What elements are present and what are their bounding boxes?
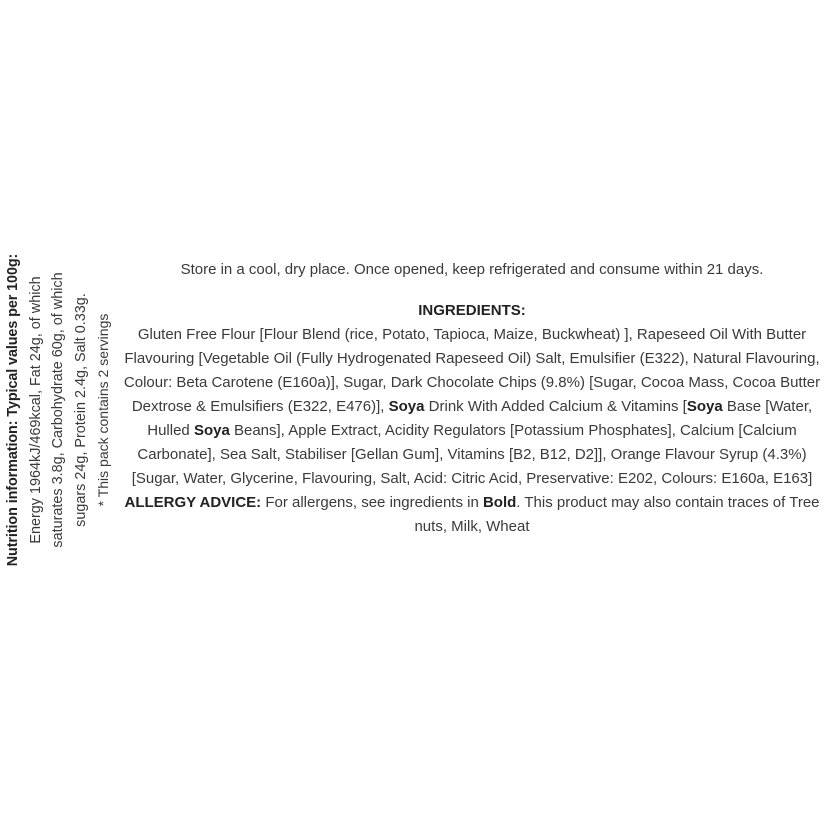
allergy-advice-label: ALLERGY ADVICE: [124,494,262,511]
nutrition-line-1: Energy 1964kJ/469kcal, Fat 24g, of which [27,276,44,544]
ingredients-title: INGREDIENTS: [418,302,526,319]
ingredients-part-4: Beans], Apple Extract, Acidity Regulators [Potassium Phosphates], Calcium [Calcium Carbonate], Sea Salt, Stabiliser [Gellan Gum], Vitamins [B2, B12, D2]], Orange Flavour Syrup (4.3%) [Sugar, Water, Glycerine, Flavouring, Salt, Acid: Citric Acid, Preservative: E202, Colours: E160a, E163] [131,422,813,487]
allergen-soya-3: Soya [193,422,230,439]
allergy-advice-text-1: For allergens, see ingredients in [265,494,479,511]
storage-instructions: Store in a cool, dry place. Once opened, keep refrigerated and consume within 21 days. [180,261,764,278]
allergy-advice-bold-word: Bold [482,494,517,511]
ingredients-part-3: Base [Water, Hulled [147,398,813,439]
allergy-advice-text-2: . This product may also contain traces of Tree nuts, Milk, Wheat [414,494,820,535]
label-text-block [113,258,831,539]
allergen-soya-2: Soya [686,398,723,415]
allergen-soya-1: Soya [388,398,425,415]
allergy-advice [113,491,831,539]
nutrition-panel [2,250,111,570]
nutrition-line-2: saturates 3.8g, Carbohydrate 60g, of which [50,272,66,548]
ingredients-list [113,323,831,491]
ingredients-part-2: Drink With Added Calcium & Vitamins [ [428,398,687,415]
ingredients-part-1: Gluten Free Flour [Flour Blend (rice, Potato, Tapioca, Maize, Buckwheat) ], Rapeseed Oil With Butter Flavouring [Vegetable Oil (Fully Hydrogenated Rapeseed Oil) Salt, Emulsifier (E322), Natural Flavouring, Colour: Beta Carotene (E160a)], Sugar, Dark Chocolate Chips (9.8%) [Sugar, Cocoa Mass, Cocoa Butter Dextrose & Emulsifiers (E322, E476)], [123,326,821,415]
nutrition-line-3: sugars 24g, Protein 2.4g, Salt 0.33g. [72,293,89,527]
nutrition-title: Nutrition information: Typical values per 100g: [5,253,21,567]
nutrition-footnote: * This pack contains 2 servings [95,313,111,507]
